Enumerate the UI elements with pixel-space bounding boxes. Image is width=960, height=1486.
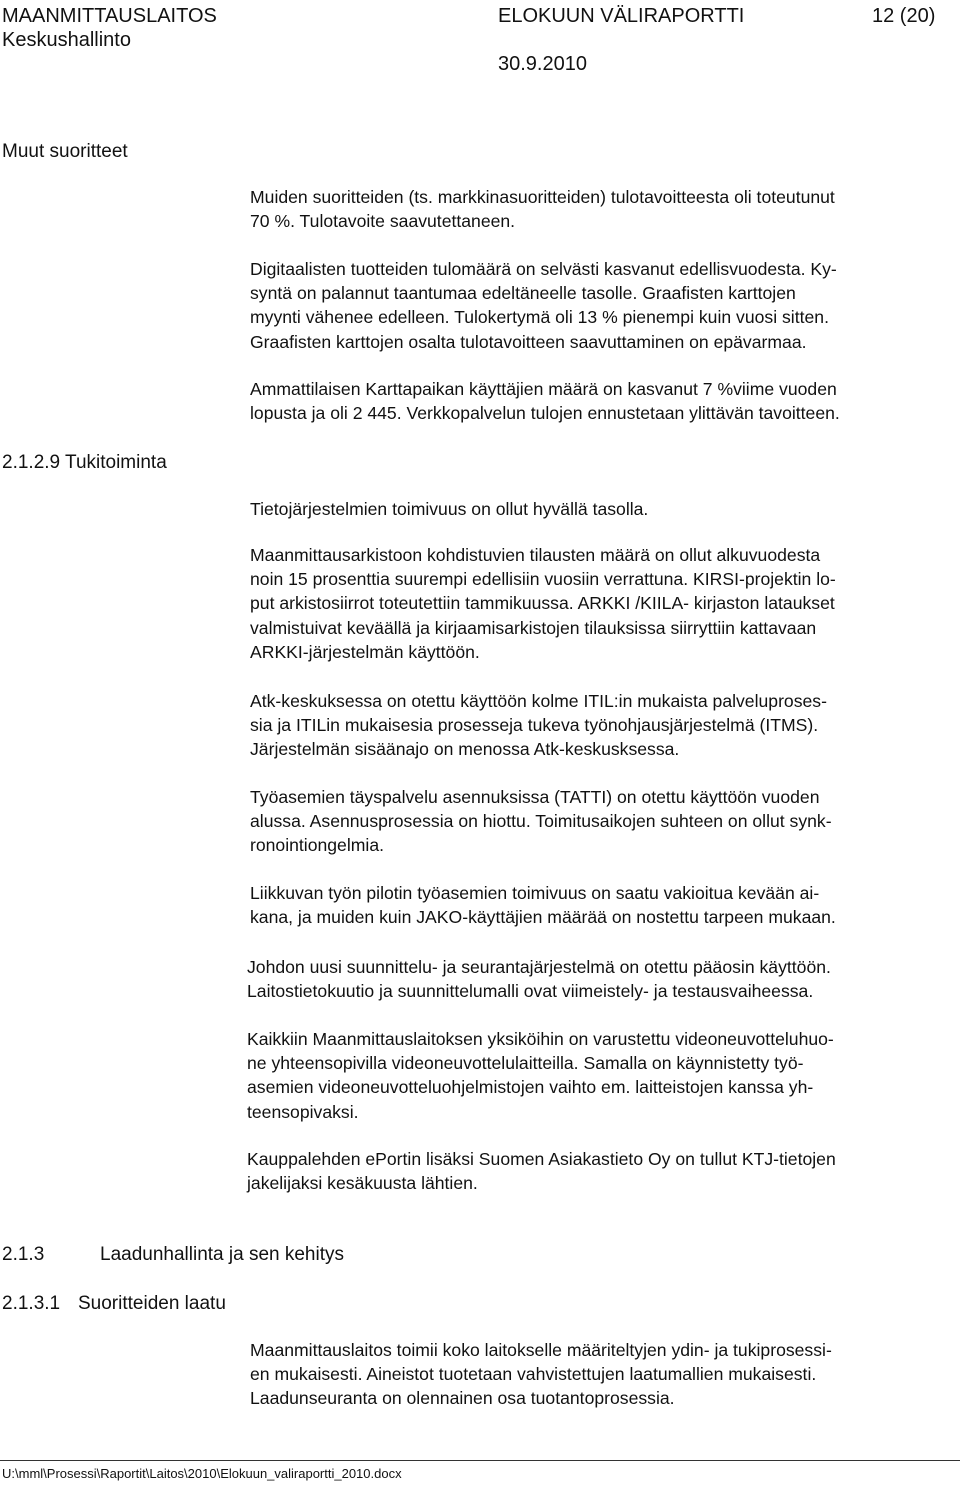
section-tukitoiminta: 2.1.2.9 Tukitoiminta [2,452,167,473]
paragraph-line: Liikkuvan työn pilotin työasemien toimivuus on saatu vakioitua kevään ai- [250,883,820,903]
paragraph-line: teensopivaksi. [247,1101,359,1122]
paragraph-tyoasemat [250,785,832,858]
paragraph-tietojarjestelmat [250,497,648,521]
paragraph-line: sia ja ITILin mukaisesia prosesseja tukeva työnohjausjärjestelmä (ITMS). [250,715,819,736]
paragraph-line: 70 %. Tulotavoite saavutettaneen. [250,211,516,232]
paragraph-line: Maanmittausarkistoon kohdistuvien tilausten määrä on ollut alkuvuodesta [250,545,821,565]
page-number: 12 (20) [872,5,936,27]
paragraph-line: Ammattilaisen Karttapaikan käyttäjien määrä on kasvanut 7 %viime vuoden [250,379,837,399]
paragraph-line: Muiden suoritteiden (ts. markkinasuoritteiden) tulotavoitteesta oli toteutunut [250,187,835,207]
section-laadunhallinta: Laadunhallinta ja sen kehitys [100,1244,345,1265]
paragraph-digitaaliset-tuotteet [250,257,837,354]
section-muut-suoritteet: Muut suoritteet [2,141,128,162]
paragraph-line: noin 15 prosenttia suurempi edellisiin vuosiin verrattuna. KIRSI-projektin lo- [250,569,836,590]
paragraph-line: alussa. Asennusprosessia on hiottu. Toimitusaikojen suhteen on ollut synk- [250,811,832,832]
paragraph-line: ARKKI-järjestelmän käyttöön. [250,641,480,662]
paragraph-line: jakelijaksi kesäkuusta lähtien. [247,1173,478,1194]
organization-name: MAANMITTAUSLAITOS [2,5,217,27]
paragraph-line: Kaikkiin Maanmittauslaitoksen yksiköihin on varustettu videoneuvotteluhuo- [247,1029,834,1049]
paragraph-karttapaikka [250,377,840,425]
paragraph-kauppalehti [247,1147,836,1195]
paragraph-line: Järjestelmän sisäänajo on menossa Atk-keskusksessa. [250,739,680,760]
paragraph-line: lopusta ja oli 2 445. Verkkopalvelun tulojen ennustetaan ylittävän tavoitteen. [250,403,840,424]
paragraph-line: kana, ja muiden kuin JAKO-käyttäjien määrää on nostettu tarpeen mukaan. [250,907,836,928]
paragraph-line: Laitostietokuutio ja suunnittelumalli ovat viimeistely- ja testausvaiheessa. [247,981,814,1002]
paragraph-line: Graafisten karttojen osalta tulotavoitteen saavuttaminen on epävarmaa. [250,331,807,352]
paragraph-line: Tietojärjestelmien toimivuus on ollut hyvällä tasolla. [250,499,649,519]
report-date: 30.9.2010 [498,53,587,75]
paragraph-line: ne yhteensopivilla videoneuvottelulaitteilla. Samalla on käynnistetty työ- [247,1053,804,1074]
report-title: ELOKUUN VÄLIRAPORTTI [498,5,745,27]
section-number-suoritteiden-laatu: 2.1.3.1 [2,1293,61,1314]
paragraph-videoneuvottelu [247,1027,834,1124]
paragraph-line: en mukaisesti. Aineistot tuotetaan vahvistettujen laatumallien mukaisesti. [250,1364,817,1385]
footer-file-path: U:\mml\Prosessi\Raportit\Laitos\2010\Elokuun_valiraportti_2010.docx [2,1466,402,1481]
paragraph-line: Atk-keskuksessa on otettu käyttöön kolme ITIL:in mukaista palveluproses- [250,691,827,711]
paragraph-line: Laadunseuranta on olennainen osa tuotantoprosessia. [250,1388,675,1409]
paragraph-johdon-jarjestelma [247,955,831,1003]
section-suoritteiden-laatu: Suoritteiden laatu [78,1293,226,1314]
paragraph-line: syntä on palannut taantumaa edeltäneelle tasolle. Graafisten karttojen [250,283,796,304]
section-number-laadunhallinta: 2.1.3 [2,1244,45,1265]
paragraph-line: Maanmittauslaitos toimii koko laitokselle määriteltyjen ydin- ja tukiprosessi- [250,1340,832,1360]
paragraph-muut-tulotavoite [250,185,835,233]
unit-name: Keskushallinto [2,29,131,51]
paragraph-maanmittausarkisto [250,543,836,664]
footer-divider [0,1460,960,1461]
paragraph-line: put arkistosiirrot toteutettiin tammikuussa. ARKKI /KIILA- kirjaston lataukset [250,593,835,614]
paragraph-line: Johdon uusi suunnittelu- ja seurantajärjestelmä on otettu pääosin käyttöön. [247,957,831,977]
paragraph-line: Digitaalisten tuotteiden tulomäärä on selvästi kasvanut edellisvuodesta. Ky- [250,259,837,279]
paragraph-line: valmistuivat keväällä ja kirjaamisarkistojen tilauksissa siirryttiin kattavaan [250,617,817,638]
paragraph-line: ronointiongelmia. [250,835,384,856]
paragraph-line: myynti vähenee edelleen. Tulokertymä oli 13 % pienempi kuin vuosi sitten. [250,307,829,328]
paragraph-line: asemien videoneuvotteluohjelmistojen vaihto em. laitteistojen kanssa yh- [247,1077,814,1098]
paragraph-liikkuva-tyo [250,881,836,929]
paragraph-line: Kauppalehden ePortin lisäksi Suomen Asiakastieto Oy on tullut KTJ-tietojen [247,1149,836,1169]
paragraph-atk-keskus [250,689,827,762]
paragraph-laatu [250,1338,832,1411]
paragraph-line: Työasemien täyspalvelu asennuksissa (TATTI) on otettu käyttöön vuoden [250,787,820,807]
